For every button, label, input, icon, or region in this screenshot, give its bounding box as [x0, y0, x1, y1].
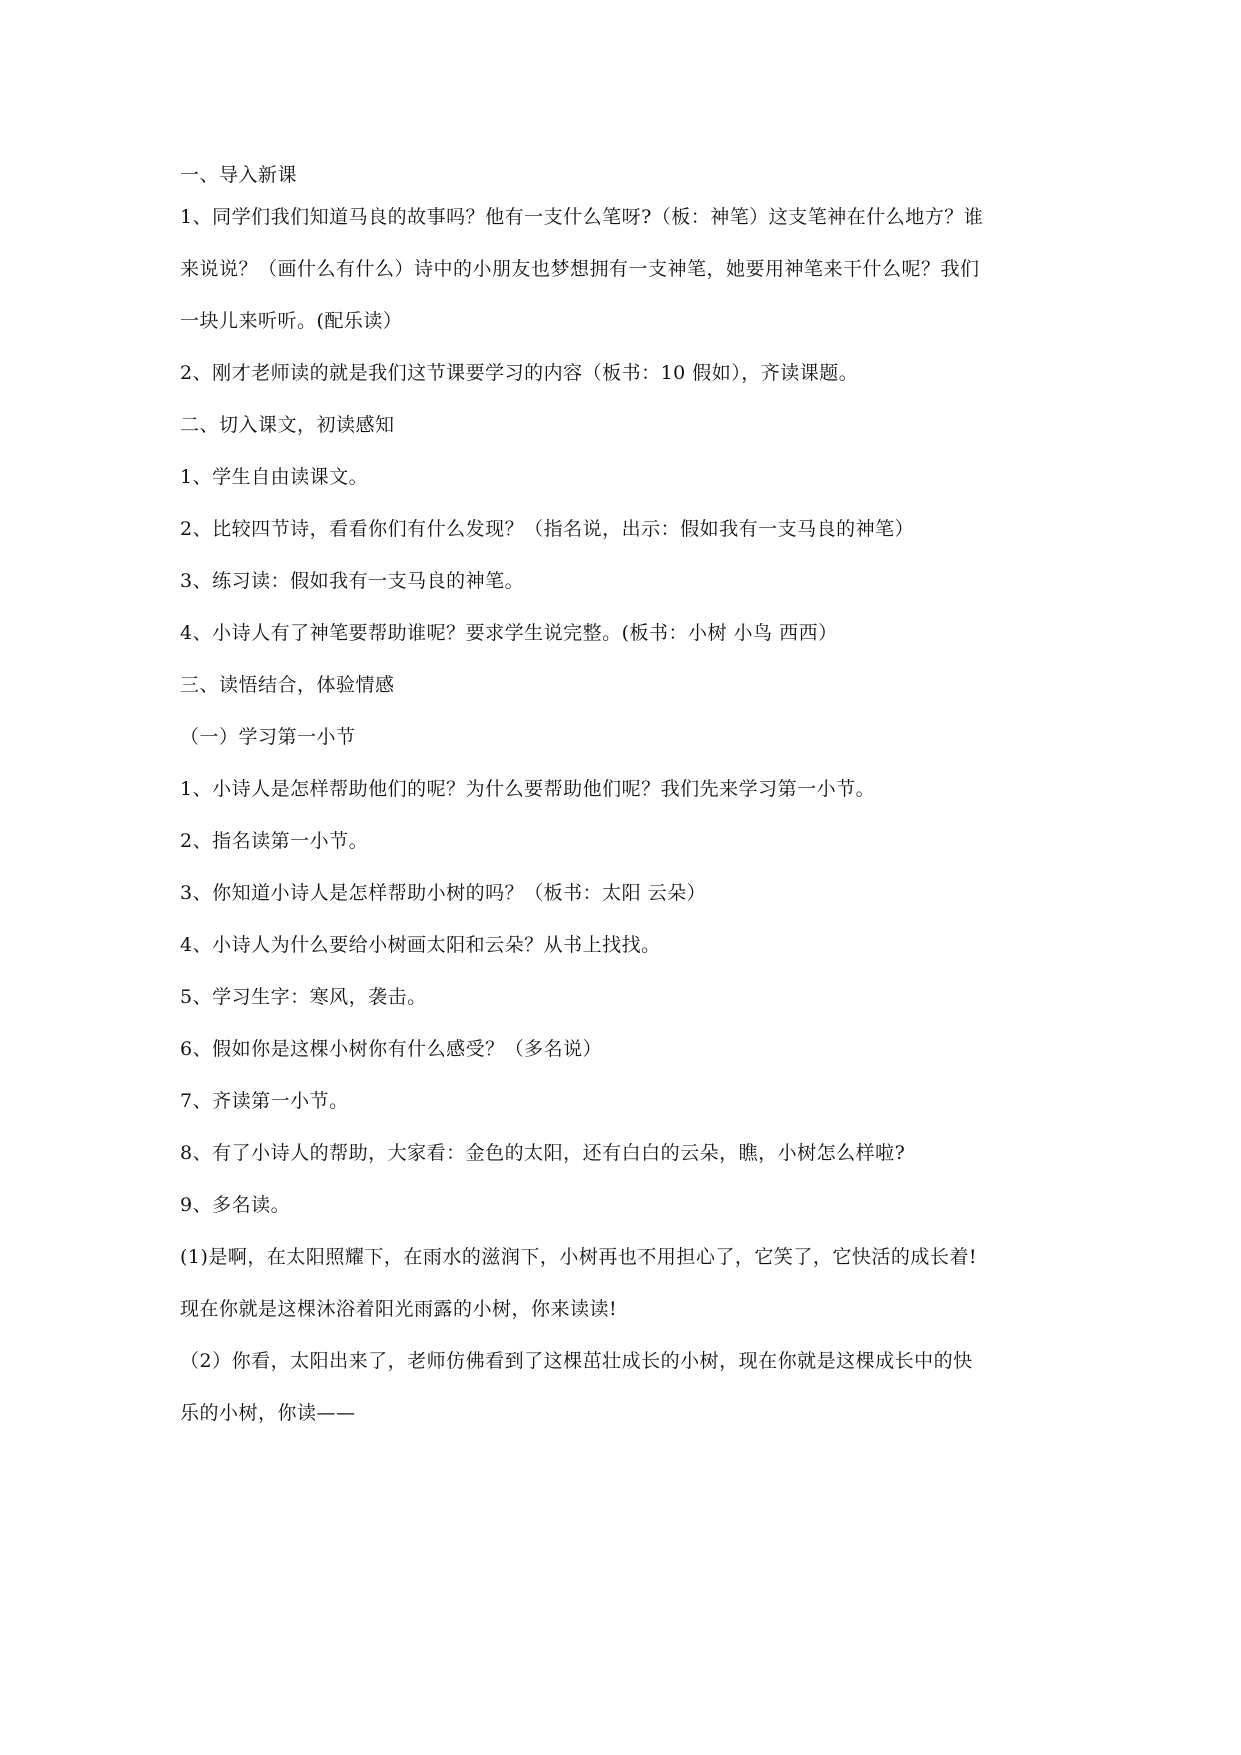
paragraph-line: 4、小诗人为什么要给小树画太阳和云朵？从书上找找。	[180, 934, 661, 956]
paragraph-line: 7、齐读第一小节。	[180, 1090, 349, 1112]
section-heading-3: 三、读悟结合，体验情感	[180, 674, 395, 696]
paragraph-line: 2、指名读第一小节。	[180, 830, 369, 852]
paragraph-line: 8、有了小诗人的帮助，大家看：金色的太阳，还有白白的云朵，瞧，小树怎么样啦?	[180, 1142, 906, 1164]
paragraph-line: （2）你看，太阳出来了，老师仿佛看到了这棵茁壮成长的小树，现在你就是这棵成长中的快	[180, 1350, 973, 1372]
subsection-heading: （一）学习第一小节	[180, 726, 356, 748]
paragraph-line: 6、假如你是这棵小树你有什么感受？（多名说）	[180, 1038, 603, 1060]
paragraph-line: 1、小诗人是怎样帮助他们的呢？为什么要帮助他们呢？我们先来学习第一小节。	[180, 778, 876, 800]
section-heading-2: 二、切入课文，初读感知	[180, 414, 395, 436]
paragraph-line: 4、小诗人有了神笔要帮助谁呢？要求学生说完整。(板书：小树 小鸟 西西）	[180, 622, 838, 644]
section-heading-1: 一、导入新课	[180, 164, 298, 186]
paragraph-line: 2、比较四节诗，看看你们有什么发现？（指名说，出示：假如我有一支马良的神笔）	[180, 518, 915, 540]
paragraph-line: 乐的小树，你读——	[180, 1402, 356, 1424]
paragraph-line: 5、学习生字：寒风，袭击。	[180, 986, 427, 1008]
paragraph-line: 来说说？（画什么有什么）诗中的小朋友也梦想拥有一支神笔，她要用神笔来干什么呢？我们	[180, 258, 980, 280]
paragraph-line: 1、学生自由读课文。	[180, 466, 369, 488]
paragraph-line: 2、刚才老师读的就是我们这节课要学习的内容（板书：10 假如），齐读课题。	[180, 362, 859, 384]
paragraph-line: 3、你知道小诗人是怎样帮助小树的吗？（板书：太阳 云朵）	[180, 882, 707, 904]
paragraph-line: 3、练习读：假如我有一支马良的神笔。	[180, 570, 525, 592]
paragraph-line: 一块儿来听听。(配乐读）	[180, 310, 403, 332]
paragraph-line: 1、同学们我们知道马良的故事吗？他有一支什么笔呀?（板：神笔）这支笔神在什么地方？谁	[180, 206, 984, 228]
paragraph-line: 现在你就是这棵沐浴着阳光雨露的小树，你来读读!	[180, 1298, 618, 1320]
paragraph-line: 9、多名读。	[180, 1194, 291, 1216]
paragraph-line: (1)是啊，在太阳照耀下，在雨水的滋润下，小树再也不用担心了，它笑了，它快活的成长着!	[180, 1246, 978, 1268]
